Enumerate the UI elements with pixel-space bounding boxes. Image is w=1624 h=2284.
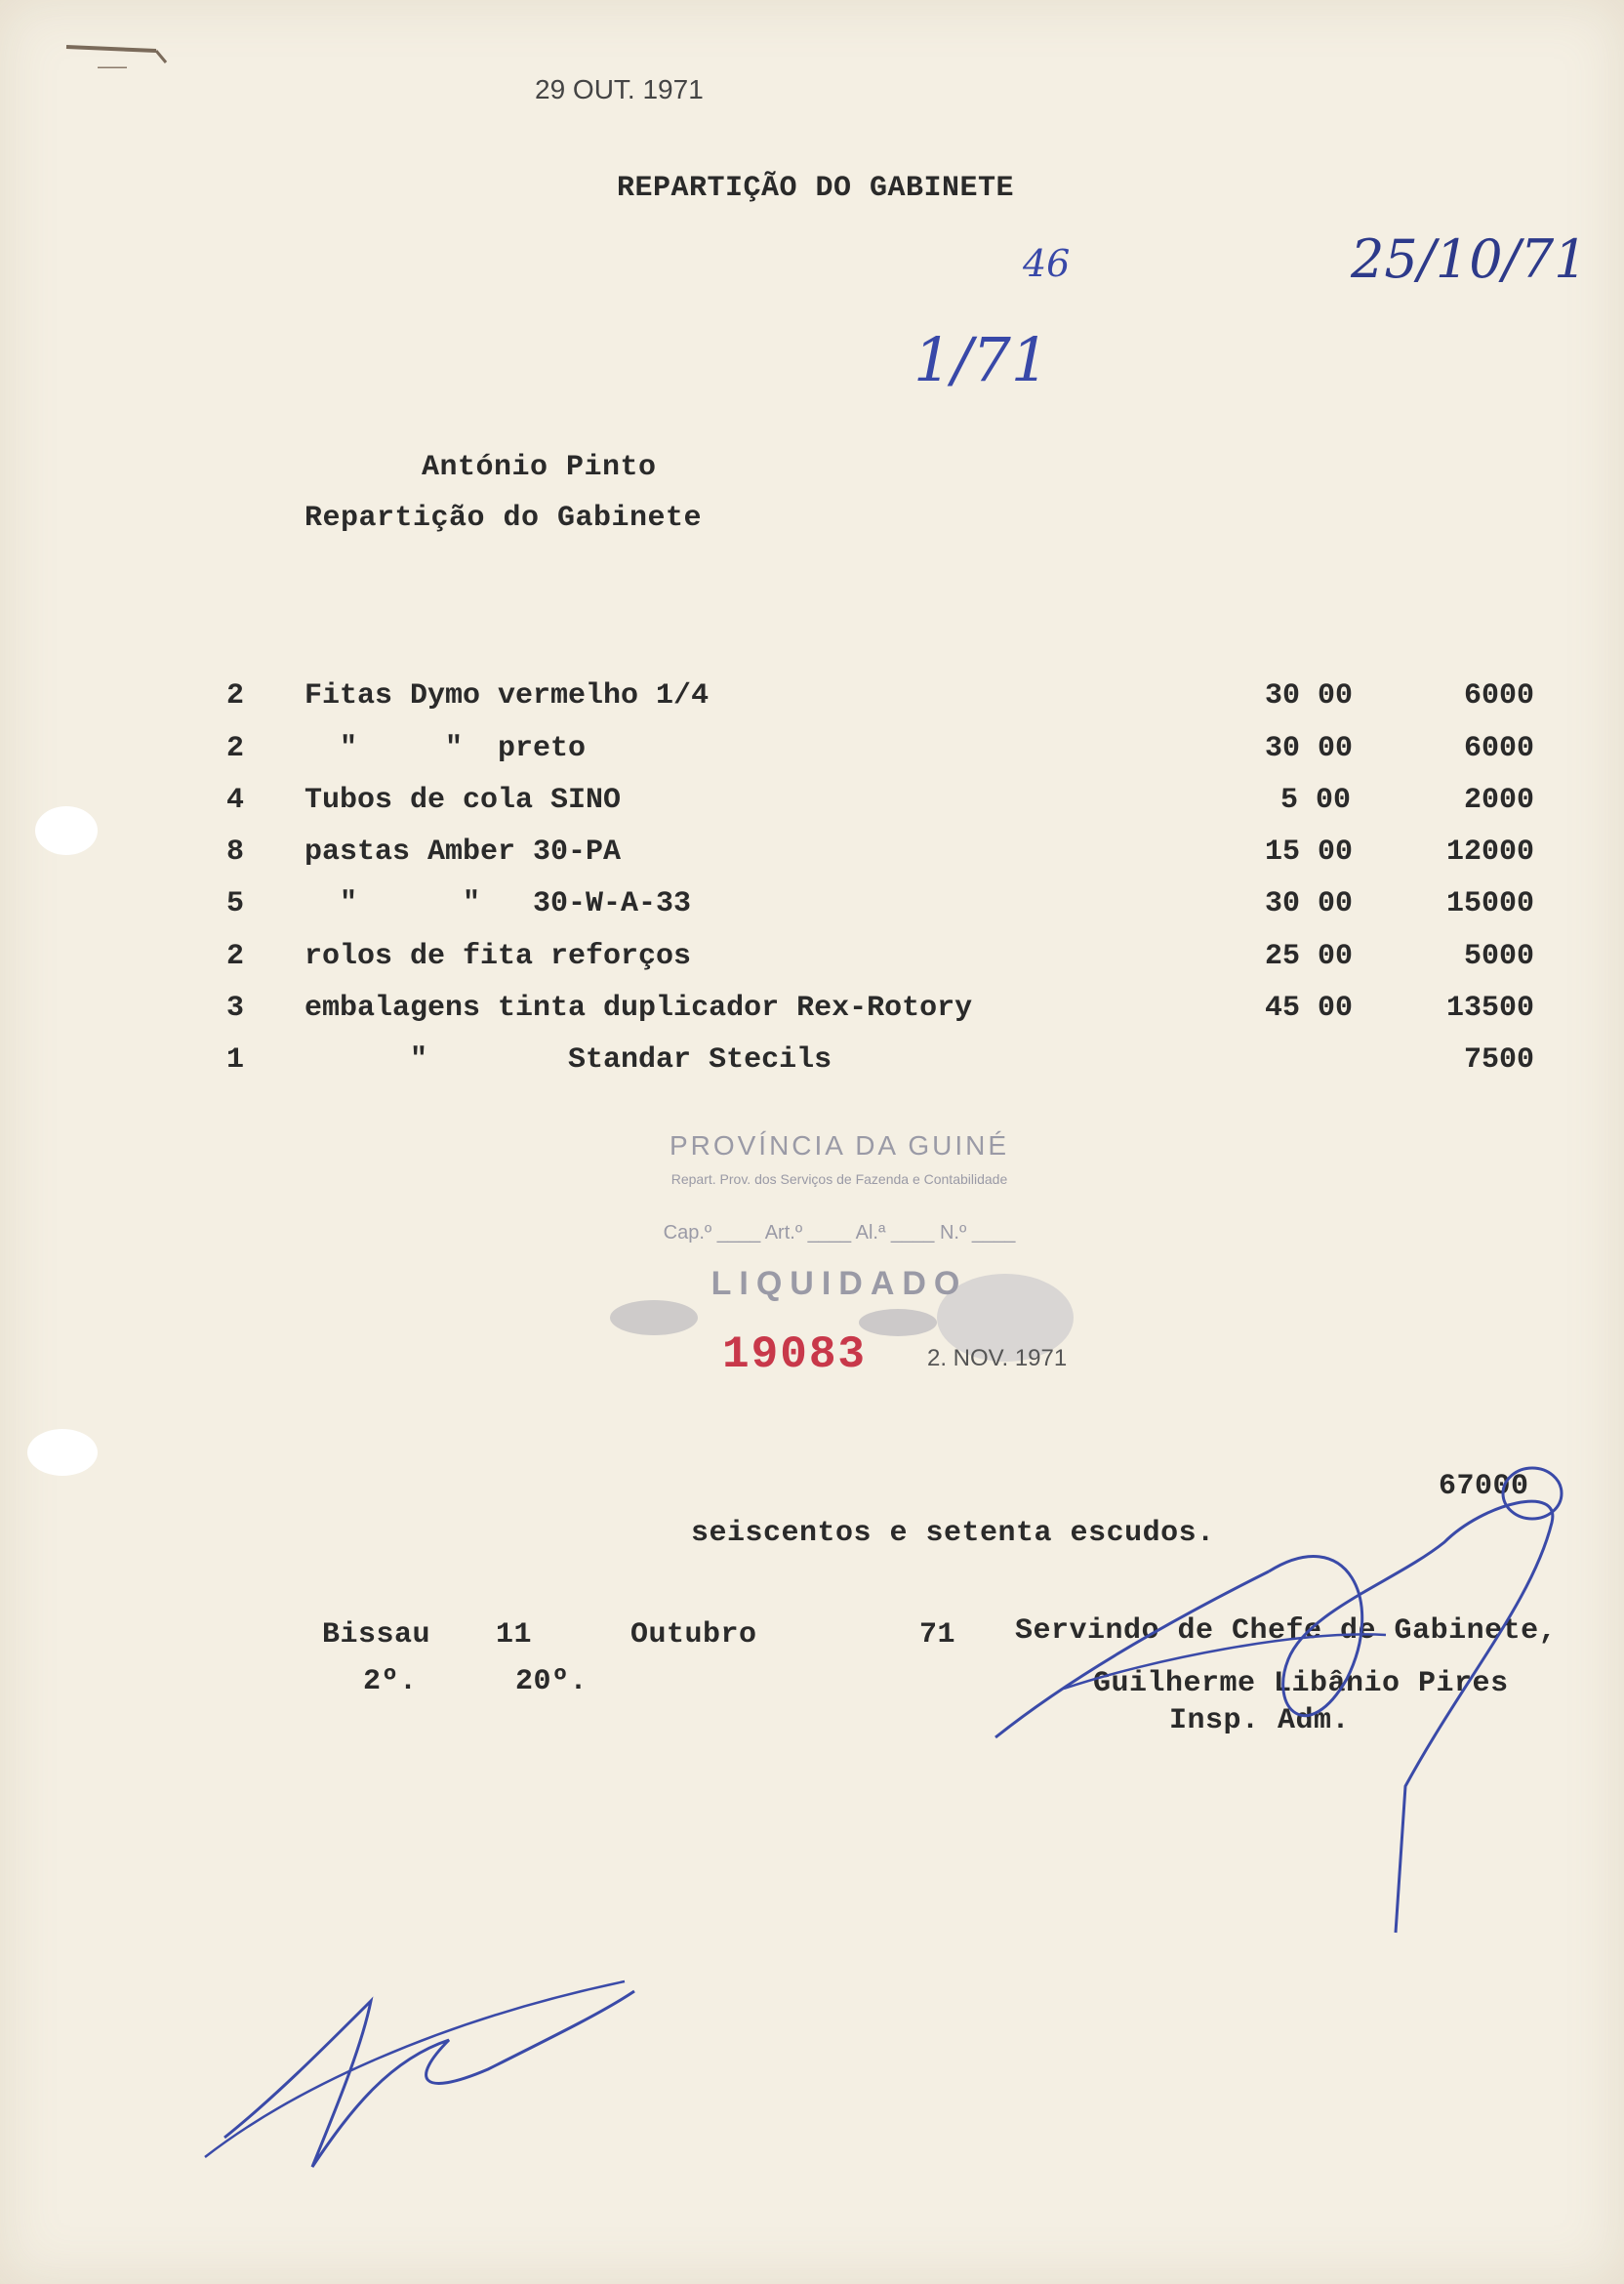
table-row	[0, 836, 1624, 886]
item-qty: 2	[226, 940, 245, 973]
item-unit-price: 45 00	[1265, 992, 1354, 1025]
table-row	[0, 1043, 1624, 1094]
signature-main-icon	[976, 1464, 1581, 1952]
table-row	[0, 940, 1624, 991]
stamp-line-fields: Cap.º ____ Art.º ____ Al.ª ____ N.º ____	[663, 1222, 1016, 1244]
item-total: 6000	[1463, 679, 1534, 713]
footer-year: 71	[919, 1618, 956, 1652]
item-total: 7500	[1463, 1043, 1534, 1077]
stamp-line-province: PROVÍNCIA DA GUINÉ	[669, 1130, 1010, 1161]
stamp-date: 2. NOV. 1971	[927, 1345, 1068, 1371]
handwritten-date: 25/10/71	[1351, 228, 1588, 290]
signatory-title: Insp. Adm.	[1169, 1704, 1351, 1737]
table-row	[0, 784, 1624, 835]
item-total: 15000	[1445, 887, 1534, 920]
item-qty: 2	[226, 732, 245, 765]
item-desc: rolos de fita reforços	[304, 940, 692, 973]
item-total: 6000	[1463, 732, 1534, 765]
signature-initials-icon	[195, 1962, 664, 2186]
item-desc: Tubos de cola SINO	[304, 784, 622, 817]
grand-total: 67000	[1439, 1470, 1529, 1503]
table-row	[0, 679, 1624, 730]
item-unit-price: 30 00	[1265, 887, 1354, 920]
signatory-role: Servindo de Chefe de Gabinete,	[1015, 1614, 1558, 1648]
footer-sub1: 2º.	[363, 1665, 418, 1698]
item-unit-price: 5 00	[1280, 784, 1352, 817]
footer-day: 11	[496, 1618, 533, 1652]
stamp-number: 19083	[722, 1329, 868, 1380]
date-stamp: 29 OUT. 1971	[535, 74, 704, 104]
item-qty: 4	[226, 784, 245, 817]
item-qty: 8	[226, 836, 245, 869]
page-title: REPARTIÇÃO DO GABINETE	[617, 172, 1015, 205]
staple-mark-icon	[59, 29, 176, 68]
table-row	[0, 887, 1624, 938]
total-in-words: seiscentos e setenta escudos.	[691, 1517, 1215, 1550]
stamp-line-department: Repart. Prov. dos Serviços de Fazenda e Contabilidade	[670, 1171, 1008, 1187]
item-desc: pastas Amber 30-PA	[304, 836, 622, 869]
punch-hole-bottom	[27, 1429, 98, 1476]
handwritten-ref: 1/71	[914, 324, 1050, 395]
item-desc: Fitas Dymo vermelho 1/4	[304, 679, 710, 713]
item-unit-price: 15 00	[1265, 836, 1354, 869]
stamp-line-liquidado: LIQUIDADO	[710, 1265, 968, 1302]
item-unit-price: 25 00	[1265, 940, 1354, 973]
table-row	[0, 732, 1624, 783]
footer-month: Outubro	[630, 1618, 757, 1652]
item-qty: 1	[226, 1043, 245, 1077]
handwritten-number: 46	[1023, 242, 1071, 285]
item-unit-price: 30 00	[1265, 679, 1354, 713]
recipient-department: Repartição do Gabinete	[304, 502, 703, 535]
item-qty: 2	[226, 679, 245, 713]
item-total: 13500	[1445, 992, 1534, 1025]
item-total: 2000	[1463, 784, 1534, 817]
signatory-name: Guilherme Libânio Pires	[1093, 1667, 1509, 1700]
item-qty: 3	[226, 992, 245, 1025]
item-total: 12000	[1445, 836, 1534, 869]
item-desc: " " 30-W-A-33	[304, 887, 692, 920]
recipient-name: António Pinto	[422, 451, 657, 484]
item-total: 5000	[1463, 940, 1534, 973]
footer-place: Bissau	[322, 1618, 431, 1652]
table-row	[0, 992, 1624, 1042]
liquidation-stamp	[595, 1122, 1083, 1386]
footer-sub2: 20º.	[515, 1665, 589, 1698]
item-desc: embalagens tinta duplicador Rex-Rotory	[304, 992, 973, 1025]
item-unit-price: 30 00	[1265, 732, 1354, 765]
item-desc: " " preto	[304, 732, 587, 765]
item-qty: 5	[226, 887, 245, 920]
item-desc: " Standar Stecils	[304, 1043, 832, 1077]
